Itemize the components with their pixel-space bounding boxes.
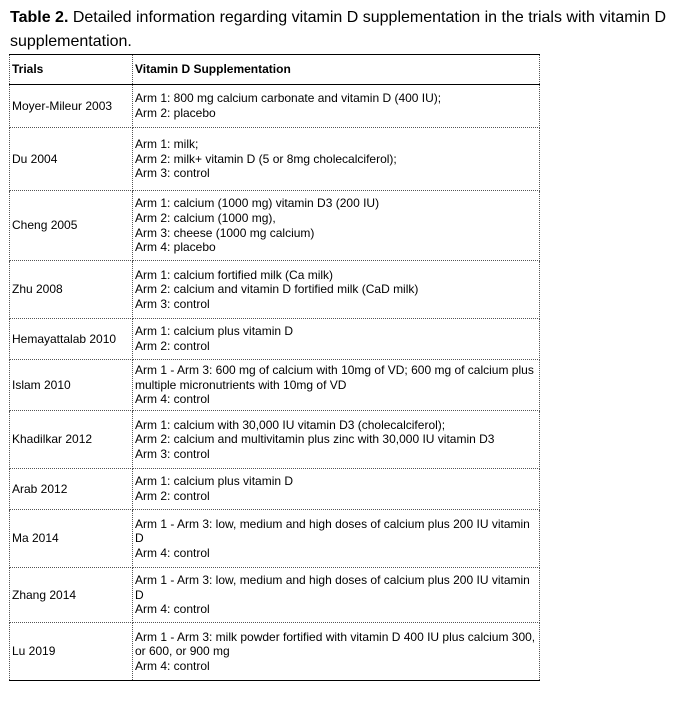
supplementation-cell [133, 411, 540, 469]
trial-cell: Zhu 2008 [10, 261, 133, 319]
table-row [10, 411, 540, 469]
table-row [10, 261, 540, 319]
arm-line: Arm 2: placebo [135, 106, 216, 120]
table-row [10, 191, 540, 261]
arm-line: Arm 4: control [135, 658, 210, 673]
arm-line: Arm 2: control [135, 339, 210, 353]
header-trials: Trials [10, 55, 133, 85]
supplementation-cell [133, 469, 540, 510]
table-row [10, 623, 540, 681]
trial-cell: Hemayattalab 2010 [10, 319, 133, 360]
trial-cell: Zhang 2014 [10, 568, 133, 623]
trial-cell: Lu 2019 [10, 623, 133, 681]
header-supplementation: Vitamin D Supplementation [133, 55, 540, 85]
caption-text: Detailed information regarding vitamin D supplementation in the trials with vitamin D supplementation. [10, 9, 666, 50]
arm-line: Arm 1: calcium (1000 mg) vitamin D3 (200 IU) [135, 196, 380, 211]
trial-cell: Islam 2010 [10, 360, 133, 411]
table-row [10, 360, 540, 411]
arm-line: Arm 1 - Arm 3: low, medium and high doses of calcium plus 200 IU vitamin D [135, 516, 530, 546]
table-caption [10, 6, 670, 54]
supplementation-cell [133, 128, 540, 191]
arm-line: Arm 1 - Arm 3: 600 mg of calcium with 10mg of VD; 600 mg of calcium plus multiple micronutrients with 10mg of VD [135, 363, 534, 392]
arm-line: Arm 4: control [135, 545, 210, 560]
table-body [10, 85, 540, 681]
arm-line: Arm 2: calcium (1000 mg), [135, 210, 276, 225]
table-row [10, 85, 540, 128]
arm-line: Arm 2: milk+ vitamin D (5 or 8mg cholecalciferol); [135, 151, 397, 166]
arm-line: Arm 3: control [135, 296, 210, 311]
supplementation-cell [133, 568, 540, 623]
table-row [10, 568, 540, 623]
arm-line: Arm 4: placebo [135, 240, 216, 255]
trial-cell: Arab 2012 [10, 469, 133, 510]
trial-cell: Du 2004 [10, 128, 133, 191]
supplementation-cell [133, 261, 540, 319]
arm-line: Arm 4: control [135, 602, 210, 617]
table-row [10, 510, 540, 568]
arm-line: Arm 4: control [135, 392, 210, 407]
table-row [10, 469, 540, 510]
arm-line: Arm 3: control [135, 446, 210, 461]
trial-cell: Khadilkar 2012 [10, 411, 133, 469]
supplementation-cell [133, 510, 540, 568]
supplementation-cell [133, 191, 540, 261]
arm-line: Arm 1: calcium with 30,000 IU vitamin D3 (cholecalciferol); [135, 417, 446, 432]
arm-line: Arm 1 - Arm 3: milk powder fortified with vitamin D 400 IU plus calcium 300, or 600, or 900 mg [135, 629, 536, 659]
arm-line: Arm 2: calcium and vitamin D fortified milk (CaD milk) [135, 282, 419, 297]
table-row [10, 319, 540, 360]
caption-label: Table 2. [10, 9, 69, 26]
arm-line: Arm 3: cheese (1000 mg calcium) [135, 225, 315, 240]
arm-line: Arm 1: calcium plus vitamin D [135, 474, 294, 489]
supplementation-cell [133, 623, 540, 681]
arm-line: Arm 2: calcium and multivitamin plus zinc with 30,000 IU vitamin D3 [135, 432, 495, 447]
arm-line: Arm 3: control [135, 166, 210, 181]
trial-cell: Moyer-Mileur 2003 [10, 85, 133, 128]
trial-cell: Cheng 2005 [10, 191, 133, 261]
arm-line: Arm 1: 800 mg calcium carbonate and vitamin D (400 IU); [135, 91, 442, 106]
supplementation-cell [133, 85, 540, 128]
arm-line: Arm 2: control [135, 489, 210, 503]
table-row [10, 128, 540, 191]
supplementation-cell [133, 319, 540, 360]
supplementation-table [9, 54, 540, 681]
supplementation-cell [133, 360, 540, 411]
arm-line: Arm 1 - Arm 3: low, medium and high doses of calcium plus 200 IU vitamin D [135, 573, 530, 602]
arm-line: Arm 1: milk; [135, 137, 199, 152]
table-header-row [10, 55, 540, 85]
trial-cell: Ma 2014 [10, 510, 133, 568]
arm-line: Arm 1: calcium fortified milk (Ca milk) [135, 267, 334, 282]
arm-line: Arm 1: calcium plus vitamin D [135, 324, 294, 339]
